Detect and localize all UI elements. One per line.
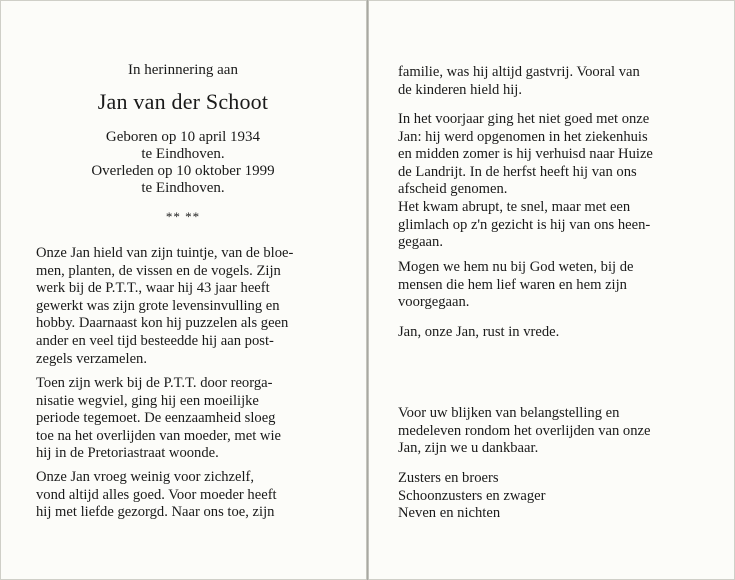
deceased-name: Jan van der Schoot — [97, 89, 269, 114]
life-dates — [0, 129, 366, 197]
intro-text: In herinnering aan — [128, 62, 238, 78]
paragraph-faith: Mogen we hem nu bij God weten, bij de mensen die hem lief waren en hem zijn voorgegaan. — [398, 259, 634, 311]
paragraph-illness: In het voorjaar ging het niet goed met onze Jan: hij werd opgenomen in het ziekenhuis en midden zomer is hij verhuisd naar Huize de Landrijt. In de herfst heeft hij van ons afscheid genomen. Het kwam abrupt, te snel, maar met een glimlach op z'n gezicht is hij van ons heen- gegaan. — [398, 111, 653, 251]
death-date: Overleden op 10 oktober 1999 — [91, 163, 275, 179]
signatures — [398, 470, 692, 523]
paragraph-character: Onze Jan vroeg weinig voor zichzelf, vond altijd alles goed. Voor moeder heeft hij met liefde gezorgd. Naar ons toe, zijn — [36, 469, 277, 521]
paragraph-family: familie, was hij altijd gastvrij. Vooral van de kinderen hield hij. — [398, 64, 640, 98]
paragraph-hobbies: Onze Jan hield van zijn tuintje, van de bloe- men, planten, de vissen en de vogels. Zijn werk bij de P.T.T., waar hij 43 jaar heeft gewerkt was zijn grote levensinvulling en hobby. Daarnaast kon hij puzzelen als geen ander en veel tijd besteedde hij aan post- zegels verzamelen. — [36, 245, 294, 367]
separator-stars: ** ** — [165, 209, 201, 224]
signature-in-laws: Schoonzusters en zwager — [398, 487, 546, 504]
paragraph-thanks: Voor uw blijken van belangstelling en medeleven rondom het overlijden van onze Jan, zijn we u dankbaar. — [398, 405, 651, 457]
birth-place: te Eindhoven. — [141, 146, 225, 162]
right-page — [369, 0, 735, 580]
birth-date: Geboren op 10 april 1934 — [105, 129, 261, 145]
rest-in-peace: Jan, onze Jan, rust in vrede. — [398, 324, 560, 340]
signature-nephews: Neven en nichten — [398, 505, 501, 522]
left-page — [0, 0, 366, 580]
paragraph-work: Toen zijn werk bij de P.T.T. door reorga- nisatie wegviel, ging hij een moeilijke periode tegemoet. De eenzaamheid sloeg toe na het overlijden van moeder, met wie hij in de Pretoriastraat woonde. — [36, 375, 281, 462]
death-place: te Eindhoven. — [141, 180, 225, 196]
signature-siblings: Zusters en broers — [398, 470, 499, 486]
